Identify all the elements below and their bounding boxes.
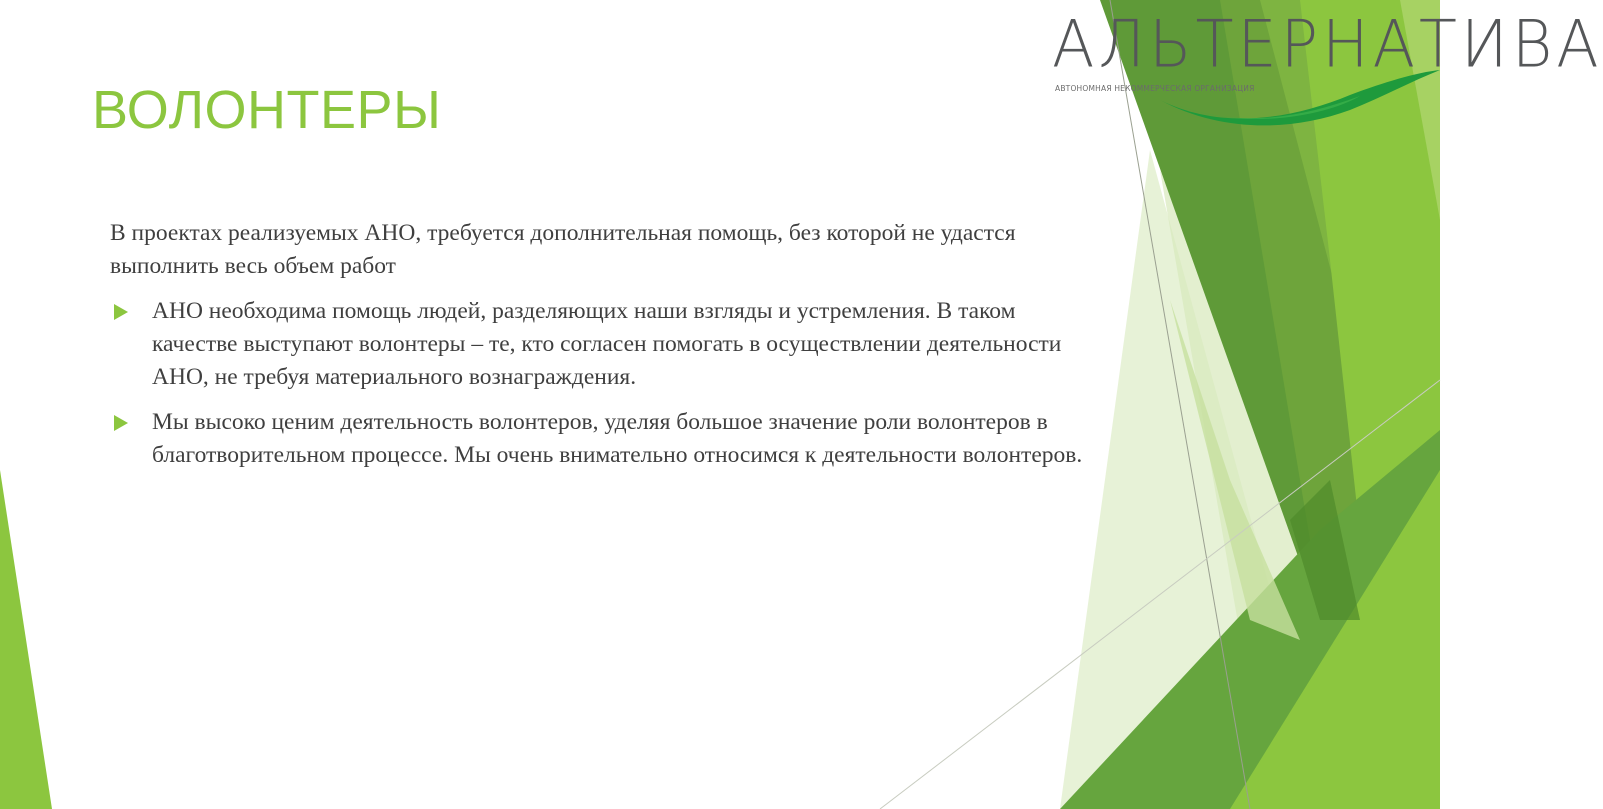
list-item	[110, 406, 1100, 472]
logo	[1050, 5, 1603, 130]
bullet-list	[110, 295, 1100, 472]
slide-title: ВОЛОНТЕРЫ	[92, 80, 442, 140]
triangle-right-icon	[114, 415, 128, 431]
intro-paragraph: В проектах реализуемых АНО, требуется дополнительная помощь, без которой не удастся выполнить весь объем работ	[110, 220, 1016, 279]
triangle-right-icon	[114, 304, 128, 320]
list-item	[110, 295, 1100, 394]
logo-subtitle: АВТОНОМНАЯ НЕКОММЕРЧЕСКАЯ ОРГАНИЗАЦИЯ	[1055, 84, 1255, 93]
logo-name: АЛЬТЕРНАТИВА	[1052, 5, 1603, 83]
bullet-text: Мы высоко ценим деятельность волонтеров, уделяя большое значение роли волонтеров в благотворительном процессе. Мы очень внимательно относимся к деятельности волонтеров.	[152, 409, 1083, 468]
left-green-sliver	[0, 470, 52, 809]
slide-content	[110, 217, 1100, 484]
bullet-text: АНО необходима помощь людей, разделяющих наши взгляды и устремления. В таком качестве выступают волонтеры – те, кто согласен помогать в осуществлении деятельности АНО, не требуя материального вознаграждения.	[152, 298, 1062, 390]
